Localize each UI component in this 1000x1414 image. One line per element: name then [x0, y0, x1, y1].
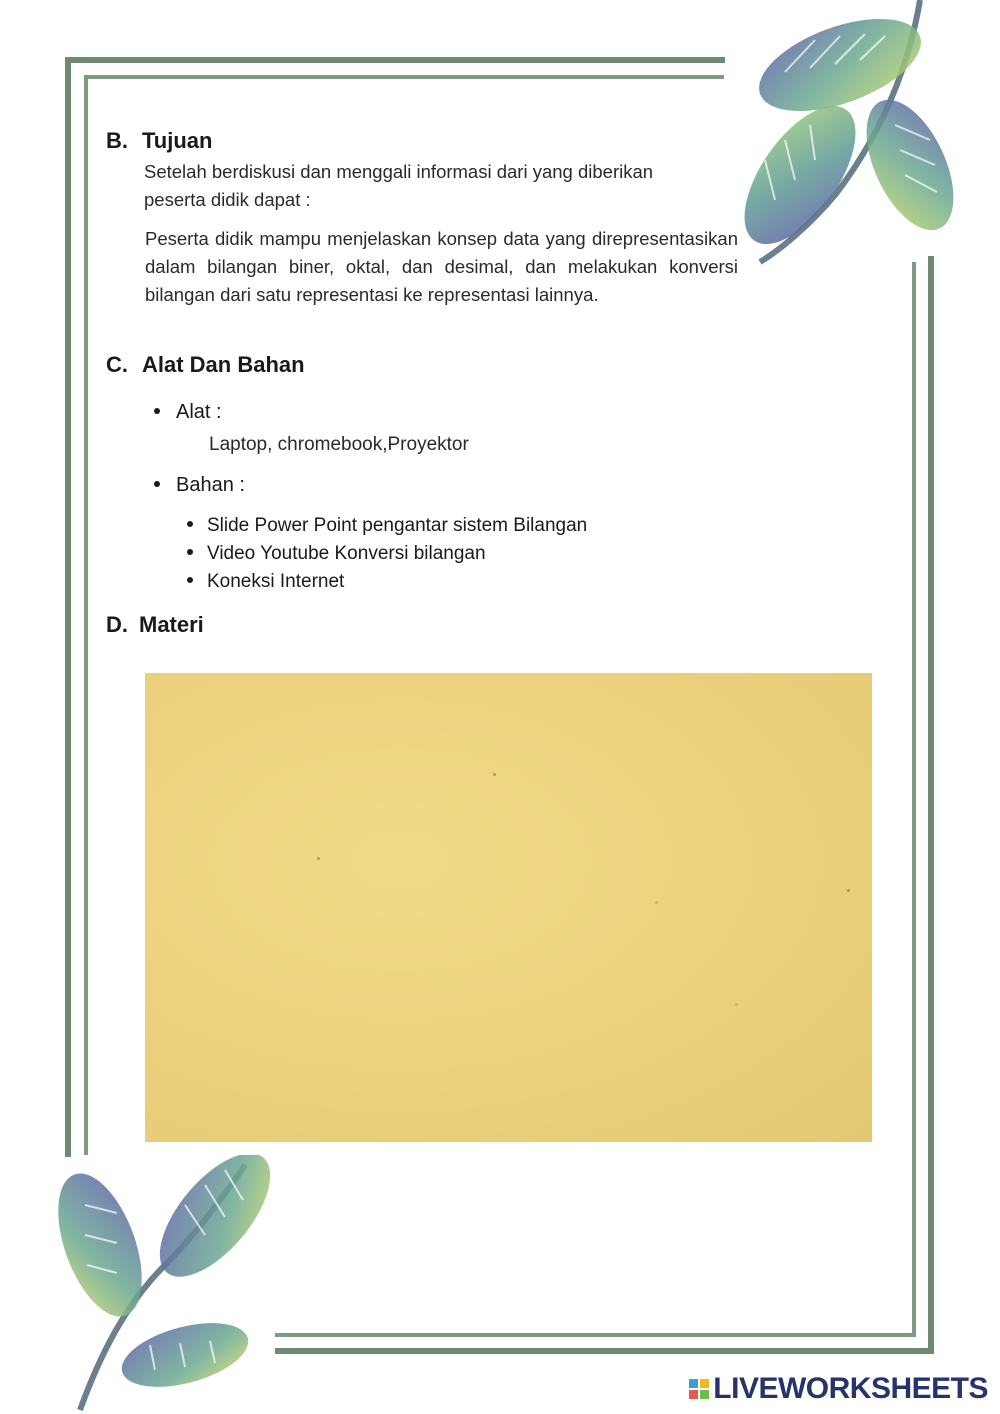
alat-bullet	[154, 401, 222, 424]
bahan-item-text: Koneksi Internet	[207, 571, 345, 592]
frame-top-inner	[84, 75, 724, 79]
liveworksheets-logo-icon	[689, 1379, 709, 1399]
tujuan-intro-line2: peserta didik dapat :	[144, 189, 311, 210]
bullet-dot	[154, 408, 160, 414]
section-heading-alat-bahan	[106, 352, 305, 378]
alat-label: Alat :	[176, 401, 222, 423]
tujuan-goal-paragraph: Peserta didik mampu menjelaskan konsep data yang direpresentasikan dalam bilangan biner, oktal, dan desimal, dan melakukan konversi bilangan dari satu representasi ke representasi lainnya.	[145, 228, 738, 305]
bahan-item-text: Video Youtube Konversi bilangan	[207, 543, 486, 564]
section-title-alat-bahan: Alat Dan Bahan	[142, 352, 305, 377]
section-title-materi: Materi	[139, 612, 204, 637]
paper-speck	[735, 1003, 738, 1006]
bahan-label: Bahan :	[176, 474, 245, 496]
paper-speck	[655, 901, 658, 904]
frame-left-outer	[65, 57, 71, 1157]
paper-speck	[847, 889, 850, 892]
section-letter-c: C.	[106, 352, 128, 377]
leaf-decoration-top-right	[725, 0, 1000, 265]
frame-right-inner	[912, 262, 916, 1337]
bullet-dot	[187, 549, 193, 555]
bullet-dot	[187, 521, 193, 527]
section-heading-tujuan	[106, 128, 212, 154]
frame-right-outer	[928, 256, 934, 1354]
frame-left-inner	[84, 75, 88, 1155]
bahan-bullet	[154, 474, 245, 497]
materi-content-area[interactable]	[145, 673, 872, 1142]
liveworksheets-brand	[689, 1372, 988, 1406]
tujuan-intro-line1: Setelah berdiskusi dan menggali informasi dari yang diberikan	[144, 161, 654, 182]
paper-speck	[493, 773, 496, 776]
bullet-dot	[154, 481, 160, 487]
frame-bottom-outer	[275, 1348, 934, 1354]
alat-items: Laptop, chromebook,Proyektor	[209, 434, 469, 455]
section-letter-d: D.	[106, 612, 128, 637]
section-title-tujuan: Tujuan	[142, 128, 213, 153]
list-item	[187, 568, 587, 596]
bullet-dot	[187, 577, 193, 583]
brand-name: LIVEWORKSHEETS	[713, 1372, 988, 1405]
section-letter-b: B.	[106, 128, 128, 153]
bahan-list	[187, 512, 587, 596]
frame-bottom-inner	[275, 1333, 916, 1337]
leaf-decoration-bottom-left	[55, 1155, 280, 1414]
bahan-item-text: Slide Power Point pengantar sistem Bilangan	[207, 515, 588, 536]
list-item	[187, 512, 587, 540]
list-item	[187, 540, 587, 568]
paper-speck	[317, 857, 320, 860]
frame-top-outer	[65, 57, 725, 63]
section-heading-materi	[106, 612, 204, 638]
